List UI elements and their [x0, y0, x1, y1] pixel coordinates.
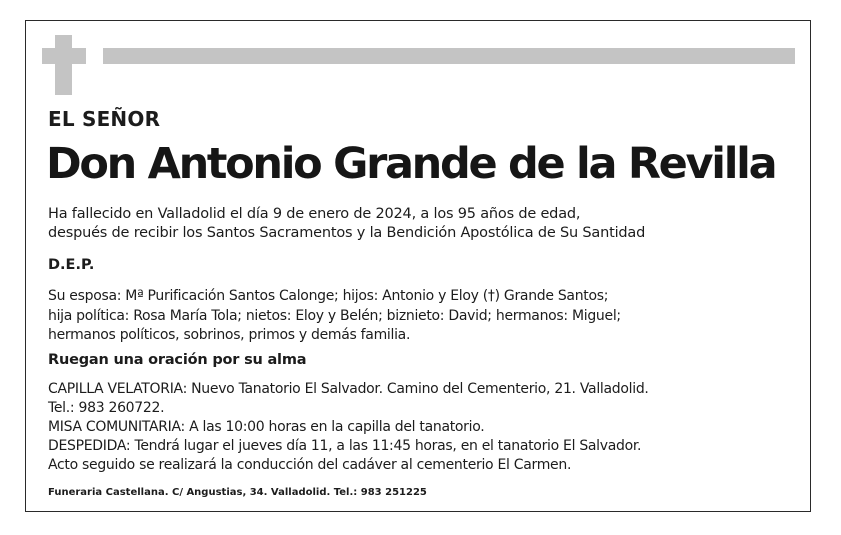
- cross-icon: [55, 35, 72, 95]
- death-line: después de recibir los Santos Sacramentos y la Bendición Apostólica de Su Santidad: [48, 225, 646, 241]
- funeral-home-footer: Funeraria Castellana. C/ Angustias, 34. Valladolid. Tel.: 983 251225: [48, 487, 427, 498]
- service-line: CAPILLA VELATORIA: Nuevo Tanatorio El Salvador. Camino del Cementerio, 21. Valladolid.: [48, 381, 649, 397]
- service-line: Tel.: 983 260722.: [48, 400, 165, 416]
- deceased-name: Don Antonio Grande de la Revilla: [46, 139, 776, 189]
- family-list: [48, 287, 621, 346]
- prayer-request: Ruegan una oración por su alma: [48, 352, 307, 368]
- cross-icon-arm: [42, 48, 86, 64]
- death-announcement: [48, 205, 645, 243]
- service-details: [48, 380, 649, 475]
- honorific: EL SEÑOR: [48, 107, 161, 131]
- family-line: hija política: Rosa María Tola; nietos: Eloy y Belén; biznieto: David; hermanos: Miguel;: [48, 307, 621, 324]
- header-rule: [103, 48, 795, 64]
- service-line: DESPEDIDA: Tendrá lugar el jueves día 11, a las 11:45 horas, en el tanatorio El Salvador.: [48, 438, 642, 454]
- family-line: hermanos políticos, sobrinos, primos y demás familia.: [48, 327, 411, 343]
- death-line: Ha fallecido en Valladolid el día 9 de enero de 2024, a los 95 años de edad,: [48, 206, 581, 222]
- service-line: MISA COMUNITARIA: A las 10:00 horas en la capilla del tanatorio.: [48, 419, 485, 435]
- service-line: Acto seguido se realizará la conducción del cadáver al cementerio El Carmen.: [48, 457, 572, 473]
- dep-label: D.E.P.: [48, 257, 95, 273]
- family-line: Su esposa: Mª Purificación Santos Calonge; hijos: Antonio y Eloy (†) Grande Santos;: [48, 288, 609, 304]
